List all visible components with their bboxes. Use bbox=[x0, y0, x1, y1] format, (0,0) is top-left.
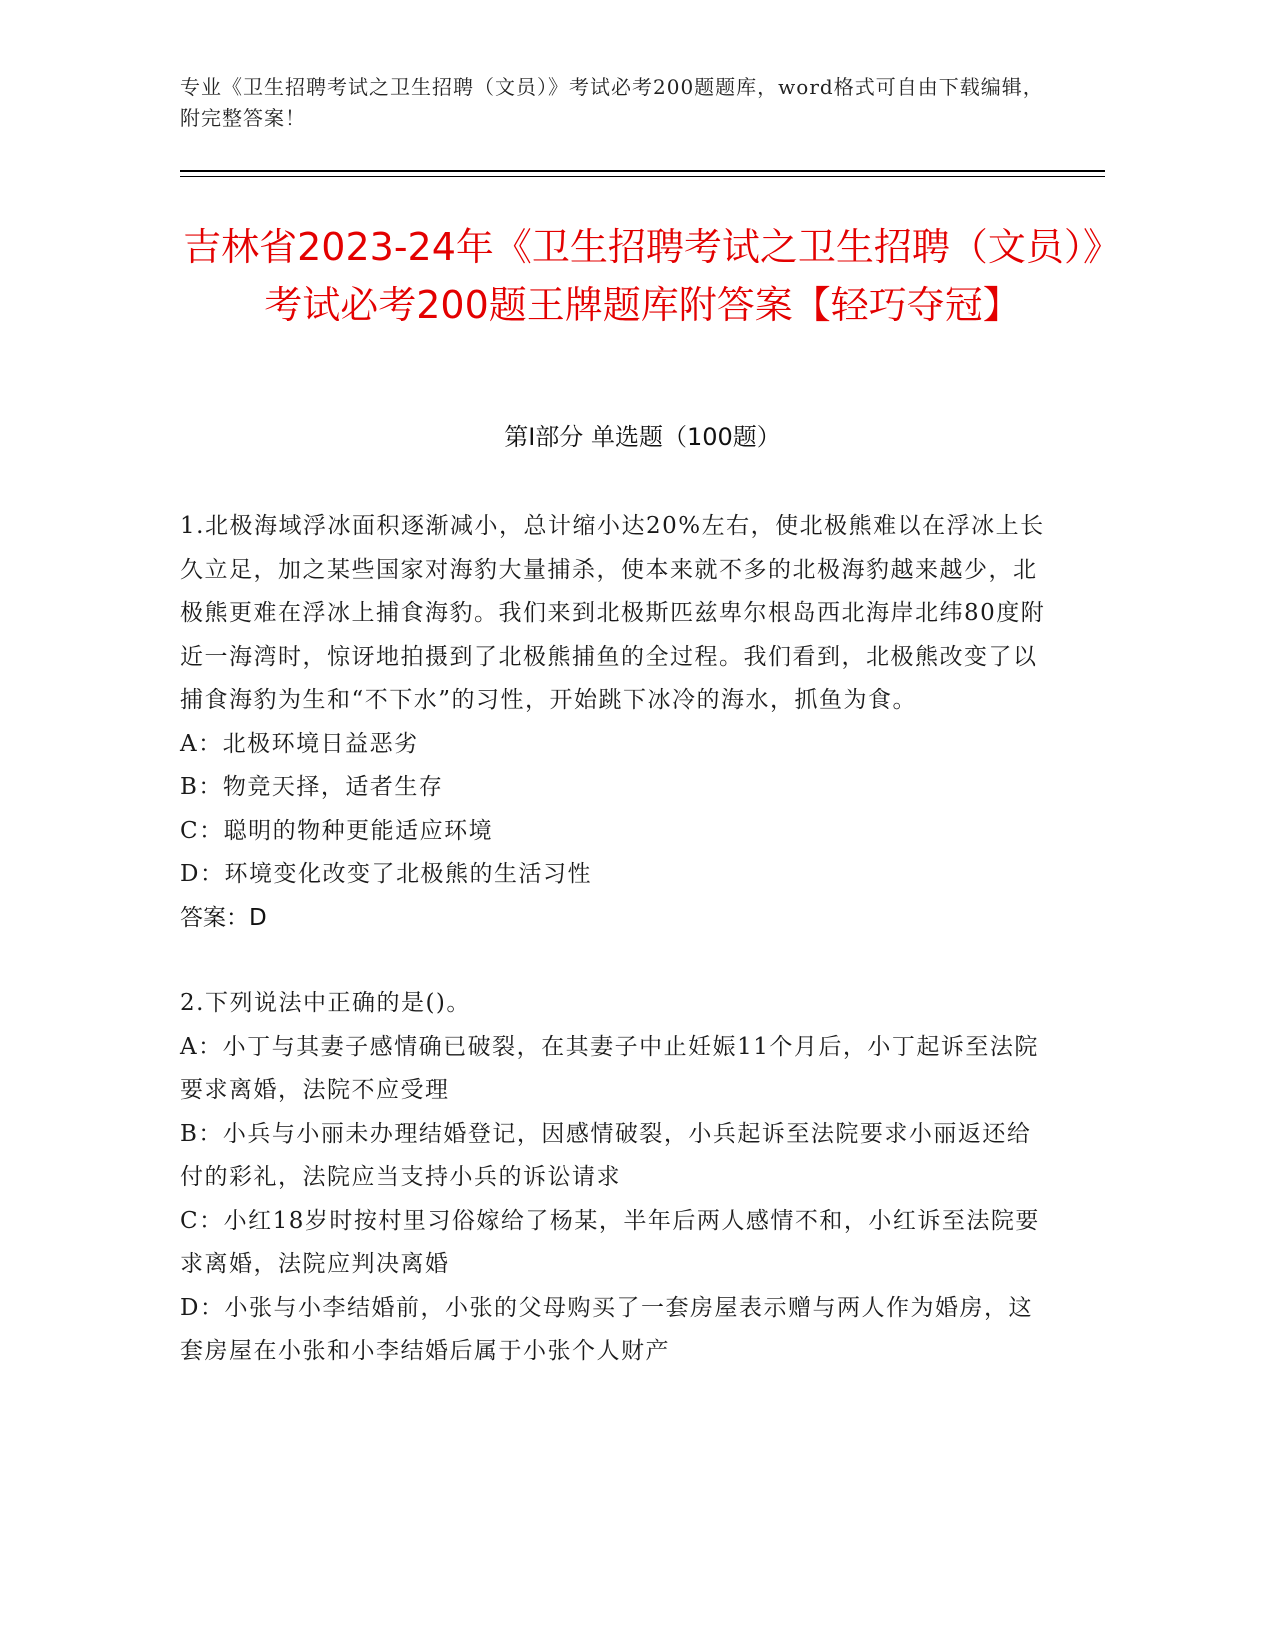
option-a: A：北极环境日益恶劣 bbox=[180, 730, 419, 757]
question-1 bbox=[180, 505, 1050, 940]
answer-line: 答案：D bbox=[180, 904, 267, 931]
document-title: 吉林省2023-24年《卫生招聘考试之卫生招聘（文员）》考试必考200题王牌题库附答案【轻巧夺冠】 bbox=[183, 225, 1102, 327]
option-c: C：聪明的物种更能适应环境 bbox=[180, 817, 494, 844]
header-rule-thin bbox=[180, 176, 1105, 177]
question-stem: 2.下列说法中正确的是()。 bbox=[180, 990, 471, 1016]
option-d: D：小张与小李结婚前，小张的父母购买了一套房屋表示赠与两人作为婚房，这套房屋在小张和小李结婚后属于小张个人财产 bbox=[180, 1294, 1033, 1364]
question-stem: 1.北极海域浮冰面积逐渐减小，总计缩小达20%左右，使北极熊难以在浮冰上长久立足，加之某些国家对海豹大量捕杀，使本来就不多的北极海豹越来越少，北极熊更难在浮冰上捕食海豹。我们来到北极斯匹兹卑尔根岛西北海岸北纬80度附近一海湾时，惊讶地拍摄到了北极熊捕鱼的全过程。我们看到，北极熊改变了以捕食海豹为生和“不下水”的习性，开始跳下冰冷的海水，抓鱼为食。 bbox=[180, 513, 1046, 713]
option-a: A：小丁与其妻子感情确已破裂，在其妻子中止妊娠11个月后，小丁起诉至法院要求离婚，法院不应受理 bbox=[180, 1033, 1039, 1103]
option-c: C：小红18岁时按村里习俗嫁给了杨某，半年后两人感情不和，小红诉至法院要求离婚，法院应判决离婚 bbox=[180, 1207, 1040, 1277]
question-2 bbox=[180, 982, 1050, 1374]
question-list bbox=[180, 505, 1050, 1416]
option-d: D：环境变化改变了北极熊的生活习性 bbox=[180, 861, 592, 887]
option-b: B：物竞天择，适者生存 bbox=[180, 774, 444, 800]
option-b: B：小兵与小丽未办理结婚登记，因感情破裂，小兵起诉至法院要求小丽返还给付的彩礼，法院应当支持小兵的诉讼请求 bbox=[180, 1120, 1032, 1190]
header-rule-thick bbox=[180, 170, 1105, 172]
section-heading: 第Ⅰ部分 单选题（100题） bbox=[504, 423, 781, 451]
header-note: 专业《卫生招聘考试之卫生招聘（文员）》考试必考200题题库，word格式可自由下载编辑，附完整答案！ bbox=[180, 75, 1044, 130]
